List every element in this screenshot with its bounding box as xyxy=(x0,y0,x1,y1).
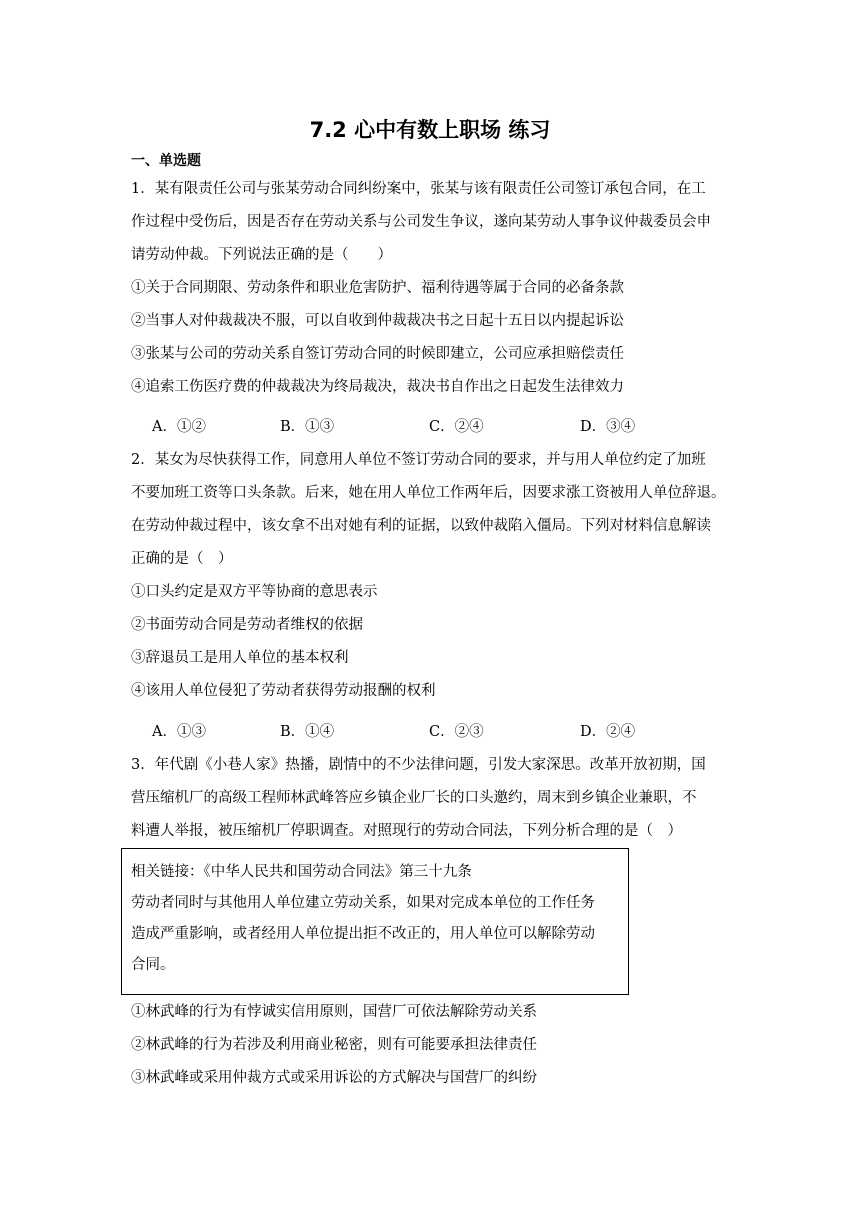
question-2-item: ③辞退员工是用人单位的基本权利 xyxy=(131,650,349,666)
option-c: C．②④ xyxy=(429,419,484,435)
option-b: B．①③ xyxy=(280,419,335,435)
question-3-stem-line: 营压缩机厂的高级工程师林武峰答应乡镇企业厂长的口头邀约，周末到乡镇企业兼职，不 xyxy=(131,790,697,806)
question-1-item: ③张某与公司的劳动关系自签订劳动合同的时候即建立，公司应承担赔偿责任 xyxy=(131,346,624,362)
question-1-stem-line: 1．某有限责任公司与张某劳动合同纠纷案中，张某与该有限责任公司签订承包合同，在工 xyxy=(131,181,706,197)
question-1 xyxy=(131,173,731,404)
question-2-item: ④该用人单位侵犯了劳动者获得劳动报酬的权利 xyxy=(131,683,436,699)
related-link-line: 劳动者同时与其他用人单位建立劳动关系，如果对完成本单位的工作任务 xyxy=(131,895,595,911)
question-3-item: ①林武峰的行为有悖诚实信用原则，国营厂可依法解除劳动关系 xyxy=(131,1004,537,1020)
question-3-item: ③林武峰或采用仲裁方式或采用诉讼的方式解决与国营厂的纠纷 xyxy=(131,1070,537,1086)
question-3-stem-line: 3．年代剧《小巷人家》热播，剧情中的不少法律问题，引发大家深思。改革开放初期，国 xyxy=(131,757,706,773)
option-c: C．②③ xyxy=(429,724,484,740)
question-1-item: ④追索工伤医疗费的仲裁裁决为终局裁决，裁决书自作出之日起发生法律效力 xyxy=(131,379,624,395)
question-2-stem-line: 正确的是（ ） xyxy=(131,551,233,567)
option-d: D．③④ xyxy=(580,419,636,435)
option-d: D．②④ xyxy=(580,724,636,740)
option-a: A．①③ xyxy=(152,724,206,740)
option-a: A．①② xyxy=(152,419,206,435)
question-3-stem-line: 料遭人举报，被压缩机厂停职调查。对照现行的劳动合同法，下列分析合理的是（ ） xyxy=(131,823,682,839)
related-link-line: 相关链接：《中华人民共和国劳动合同法》第三十九条 xyxy=(131,864,472,880)
question-2 xyxy=(131,444,731,708)
question-2-item: ②书面劳动合同是劳动者维权的依据 xyxy=(131,617,363,633)
question-1-item: ①关于合同期限、劳动条件和职业危害防护、福利待遇等属于合同的必备条款 xyxy=(131,280,624,296)
question-2-item: ①口头约定是双方平等协商的意思表示 xyxy=(131,584,378,600)
option-b: B．①④ xyxy=(280,724,335,740)
question-1-item: ②当事人对仲裁裁决不服，可以自收到仲裁裁决书之日起十五日以内提起诉讼 xyxy=(131,313,624,329)
question-1-stem-line: 请劳动仲裁。下列说法正确的是（ ） xyxy=(131,247,392,263)
related-link-box xyxy=(121,848,629,995)
related-link-line: 合同。 xyxy=(131,957,175,973)
question-1-stem-line: 作过程中受伤后，因是否存在劳动关系与公司发生争议，遂向某劳动人事争议仲裁委员会申 xyxy=(131,214,711,230)
question-3 xyxy=(131,749,731,848)
question-2-stem-line: 2．某女为尽快获得工作，同意用人单位不签订劳动合同的要求，并与用人单位约定了加班 xyxy=(131,452,706,468)
question-3-item: ②林武峰的行为若涉及利用商业秘密，则有可能要承担法律责任 xyxy=(131,1037,537,1053)
question-2-stem-line: 在劳动仲裁过程中，该女拿不出对她有利的证据，以致仲裁陷入僵局。下列对材料信息解读 xyxy=(131,518,711,534)
question-3-items xyxy=(131,996,731,1095)
page-title: 7.2 心中有数上职场 练习 xyxy=(309,118,551,142)
section-heading: 一、单选题 xyxy=(131,153,201,169)
related-link-line: 造成严重影响，或者经用人单位提出拒不改正的，用人单位可以解除劳动 xyxy=(131,926,595,942)
question-2-stem-line: 不要加班工资等口头条款。后来，她在用人单位工作两年后，因要求涨工资被用人单位辞退。 xyxy=(131,485,726,501)
